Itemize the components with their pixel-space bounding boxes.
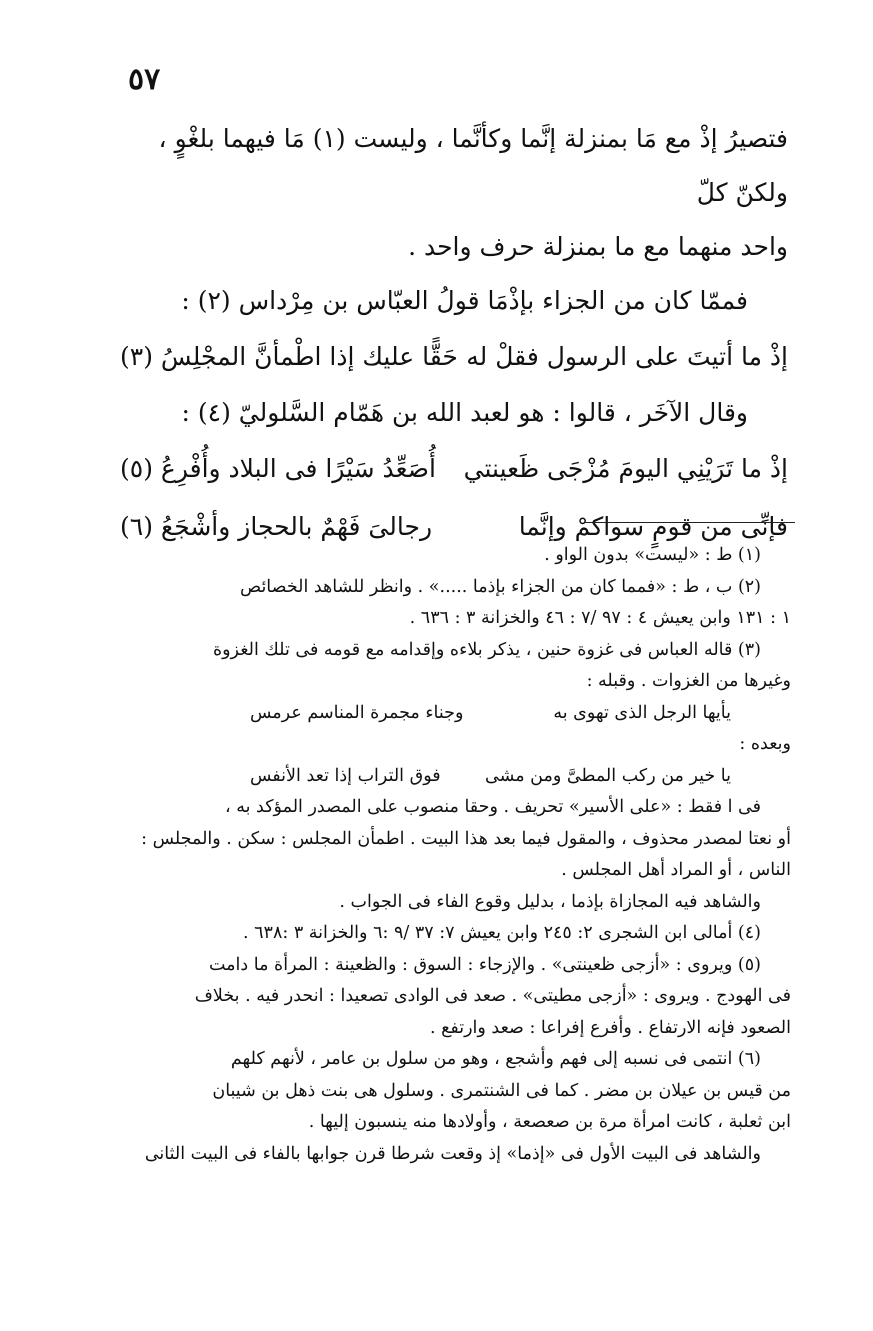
footnote-3-verse-2-second: فوق التراب إذا تعد الأنفس — [250, 765, 441, 786]
verse-1 — [120, 328, 788, 386]
footnote-2-line-2: ١ : ١٣١ وابن يعيش ٤ : ٩٧ /٧ : ٤٦ والخزانة ٣ : ٦٣٦ . — [409, 608, 791, 628]
verse-1-first-hemistich: إذْ ما أتيتَ على الرسول فقلْ له — [466, 342, 788, 371]
verse-2 — [120, 440, 788, 498]
main-text — [120, 112, 788, 556]
verse-2-first-hemistich: إذْ ما تَرَيْنِي اليومَ مُزْجَى ظَعينتي — [463, 454, 788, 483]
verse-3-first-hemistich: فإنِّى من قومٍ سواكمْ وإنَّما — [518, 512, 788, 541]
footnote-4: (٤) أمالى ابن الشجرى ٢: ٢٤٥ وابن يعيش ٧: ٣٧ /٩ :٦ والخزانة ٣ :٦٣٨ . — [243, 923, 761, 943]
footnote-3-line-7: والشاهد فيه المجازاة بإذما ، بدليل وقوع الفاء فى الجواب . — [339, 891, 761, 912]
main-line-1: فتصيرُ إذْ مع مَا بمنزلة إنَّما وكأنَّما ، وليست (١) مَا فيهما بلغْوٍ ، ولكنّ كلّ — [158, 124, 788, 207]
footnote-2-line-1: (٢) ب ، ط : «فمما كان من الجزاء بإذما .....» . وانظر للشاهد الخصائص — [240, 576, 761, 597]
footnote-divider — [585, 522, 795, 523]
footnote-5-line-1: (٥) ويروى : «أزجى ظعينتى» . والإزجاء : السوق : والظعينة : المرأة ما دامت — [209, 954, 761, 975]
footnote-3-line-3: وبعده : — [739, 734, 791, 754]
footnote-3-verse-1 — [140, 698, 791, 730]
footnote-5-line-2: فى الهودج . ويروى : «أزجى مطيتى» . صعد فى الوادى تصعيدا : انحدر فيه . بخلاف — [194, 986, 791, 1006]
footnote-3-line-4: فى ا فقط : «على الأسير» تحريف . وحقا منصوب على المصدر المؤكد به ، — [225, 797, 761, 817]
footnote-3-line-6: الناس ، أو المراد أهل المجلس . — [561, 860, 791, 880]
footnote-5-line-3: الصعود فإنه الارتفاع . وأفرع إفراعا : صعد وارتفع . — [429, 1017, 791, 1038]
footnotes — [140, 540, 791, 1170]
verse-2-second-hemistich: أُصَعِّدُ سَيْرًا فى البلاد وأُفْرِعُ (٥) — [120, 454, 436, 483]
main-line-2: واحد منهما مع ما بمنزلة حرف واحد . — [408, 232, 788, 261]
footnote-3-line-1: (٣) قاله العباس فى غزوة حنين ، يذكر بلاءه وإقدامه مع قومه فى تلك الغزوة — [212, 639, 761, 660]
footnote-3-verse-2 — [140, 761, 791, 793]
footnote-6-line-1: (٦) انتمى فى نسبه إلى فهم وأشجع ، وهو من سلول بن عامر ، لأنهم كلهم — [230, 1049, 761, 1069]
footnote-1: (١) ط : «ليست» بدون الواو . — [544, 545, 761, 565]
footnote-3-line-2: وغيرها من الغزوات . وقبله : — [586, 671, 791, 691]
page-number: ٥٧ — [128, 62, 161, 97]
footnote-3-verse-2-first: يا خير من ركب المطىَّ ومن مشى — [485, 765, 731, 786]
footnote-3-verse-1-second: وجناء مجمرة المناسم عرمس — [250, 702, 464, 723]
footnote-3-line-5: أو نعتا لمصدر محذوف ، والمقول فيما بعد هذا البيت . اطمأن المجلس : سكن . والمجلس : — [141, 828, 791, 849]
main-line-3: فممّا كان من الجزاء بإذْمَا قولُ العبّاس بن مِرْداس (٢) : — [181, 286, 748, 315]
main-line-4: وقال الآخَر ، قالوا : هو لعبد الله بن هَمّام السَّلوليّ (٤) : — [181, 398, 748, 427]
verse-3-second-hemistich: رجالىَ فَهْمٌ بالحجاز وأشْجَعُ (٦) — [120, 512, 433, 541]
footnote-6-line-4: والشاهد فى البيت الأول فى «إذما» إذ وقعت شرطا قرن جوابها بالفاء فى البيت الثانى — [144, 1143, 761, 1164]
footnote-3-verse-1-first: يأيها الرجل الذى تهوى به — [553, 702, 731, 723]
footnote-6-line-3: ابن ثعلبة ، كانت امرأة مرة بن صعصعة ، وأولادها منه ينسبون إليها . — [308, 1112, 791, 1132]
footnote-6-line-2: من قيس بن عيلان بن مضر . كما فى الشنتمرى . وسلول هى بنت ذهل بن شيبان — [212, 1080, 791, 1101]
verse-1-second-hemistich: حَقًّا عليك إذا اطْمأنَّ المجْلِسُ (٣) — [120, 342, 458, 371]
